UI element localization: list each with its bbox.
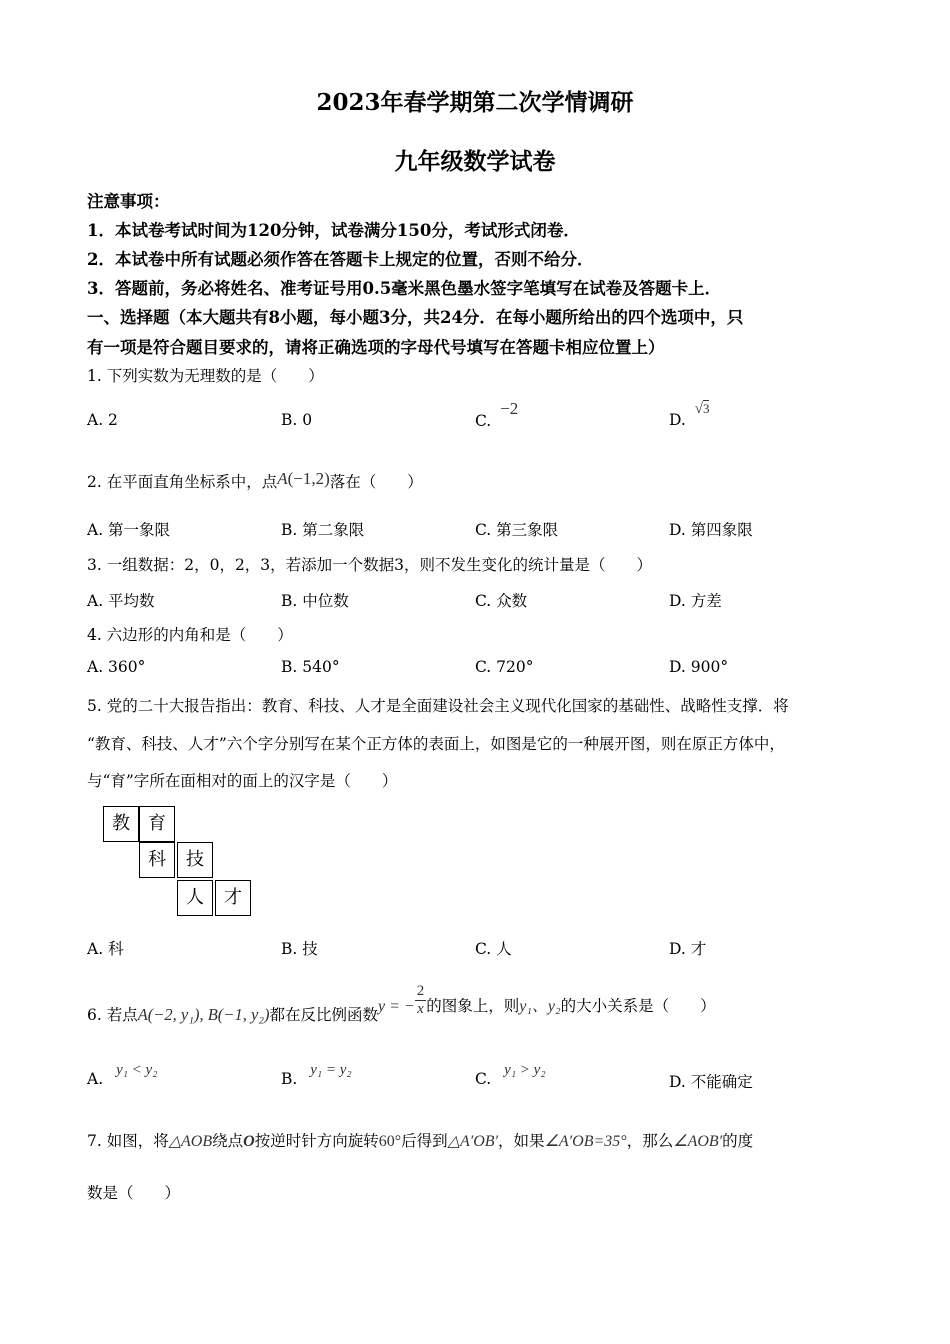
q4-option-d: D. 900° [669,658,729,676]
q7-stem-mid2: 按逆时针方向旋转 [254,1132,379,1150]
q4-option-a: A. 360° [87,658,146,676]
cube-net-cell-ke: 科 [139,842,175,878]
q6-stem [87,983,716,1024]
q4-option-b: B. 540° [281,658,340,676]
cube-net-cell-ji: 技 [177,842,213,878]
q3-option-d: D. 方差 [669,592,722,610]
q6-option-a [87,1062,158,1089]
q6-option-a-label: A. [87,1070,104,1088]
q7-point-o: O [243,1133,255,1150]
section-heading-line2: 有一项是符合题目要求的，请将正确选项的字母代号填写在答题卡相应位置上） [87,338,665,357]
q5-option-b: B. 技 [281,940,318,958]
q7-rotation-angle: 60° [378,1133,402,1150]
q4-stem: 4. 六边形的内角和是（ ） [87,626,293,644]
q7-triangle-original: △AOB [168,1133,213,1150]
q6-option-b [281,1062,352,1089]
q6-option-b-label: B. [281,1070,298,1088]
q6-stem-mid2: 的图象上，则 [426,996,520,1015]
q6-points: A(−2, y₁), B(−1, y₂) [137,1004,270,1024]
cube-net-cell-cai: 才 [215,880,251,916]
q7-stem-post: 的度 [722,1132,754,1150]
q6-fraction-numerator: 2 [416,983,425,999]
q2-option-b: B. 第二象限 [281,521,365,539]
sqrt-symbol: √ [694,401,703,417]
q7-stem-line1 [87,1129,753,1151]
q2-point-label: A [277,469,288,488]
cube-net-cell-yu: 育 [139,806,175,842]
q3-option-b: B. 中位数 [281,592,349,610]
q6-function-lhs: y = − [378,997,415,1015]
q6-fraction-denominator: x [417,1001,424,1017]
q2-option-c: C. 第三象限 [475,521,559,539]
exam-title: 2023年春学期第二次学情调研 [316,89,634,116]
q1-option-d-label: D. [669,411,686,429]
q2-option-a: A. 第一象限 [87,521,171,539]
q6-option-d: D. 不能确定 [669,1073,753,1091]
q6-option-c-math: y₁ > y₂ [504,1062,546,1078]
q2-stem-pre: 2. 在平面直角坐标系中，点 [87,473,278,491]
q1-option-c-math: −2 [500,399,519,418]
q6-option-c-label: C. [475,1070,492,1088]
q5-option-a: A. 科 [87,940,124,958]
q5-option-d: D. 才 [669,940,707,958]
notice-item-2: 2．本试卷中所有试题必须作答在答题卡上规定的位置，否则不给分． [87,250,594,269]
notice-item-1: 1．本试卷考试时间为120分钟，试卷满分150分，考试形式闭卷． [87,221,580,240]
q7-triangle-rotated: △A′OB′ [447,1133,499,1150]
q7-stem-mid1: 绕点 [212,1132,244,1150]
q6-stem-post: 的大小关系是（ ） [560,996,716,1015]
cube-net-cell-jiao: 教 [103,806,139,842]
q5-stem-line3: 与“育”字所在面相对的面上的汉字是（ ） [87,772,398,790]
q3-option-c: C. 众数 [475,592,528,610]
q5-stem-line2: “教育、科技、人才”六个字分别写在某个正方体的表面上，如图是它的一种展开图，则在原正方体中， [87,735,785,753]
q6-stem-pre: 6. 若点 [87,1005,138,1024]
q7-given-angle: ∠A′OB=35° [544,1133,627,1150]
q6-option-b-math: y₁ = y₂ [310,1062,352,1078]
q1-option-d-math: 3 [702,401,710,416]
q2-stem-post: 落在（ ） [329,473,423,491]
q7-asked-angle: ∠AOB′ [673,1133,723,1150]
q1-option-c [475,399,519,431]
q7-stem-mid3: 后得到 [401,1132,448,1150]
cube-net-cell-ren: 人 [177,880,213,916]
q7-stem-mid5: ，那么 [626,1132,674,1150]
notice-item-3: 3．答题前，务必将姓名、准考证号用0.5毫米黑色墨水签字笔填写在试卷及答题卡上． [87,279,722,298]
q4-option-c: C. 720° [475,658,534,676]
q1-stem: 1. 下列实数为无理数的是（ ） [87,367,324,385]
q2-option-d: D. 第四象限 [669,521,753,539]
q5-option-c: C. 人 [475,940,512,958]
q5-stem-line1: 5. 党的二十大报告指出：教育、科技、人才是全面建设社会主义现代化国家的基础性、战略性支撑．将 [87,697,789,715]
q2-point-coords: (−1,2) [287,469,330,488]
q7-stem-mid4: ，如果 [498,1132,545,1150]
q7-stem-pre: 7. 如图，将 [87,1132,169,1150]
q3-stem: 3. 一组数据：2，0，2，3，若添加一个数据3，则不发生变化的统计量是（ ） [87,556,653,574]
q6-stem-mid: 都在反比例函数 [269,1005,379,1024]
q3-option-a: A. 平均数 [87,592,155,610]
q1-option-d [669,401,710,430]
exam-subtitle: 九年级数学试卷 [394,148,556,175]
section-heading-line1: 一、选择题（本大题共有8小题，每小题3分，共24分．在每小题所给出的四个选项中，只 [87,308,744,327]
q2-stem [87,470,423,492]
q7-stem-line2: 数是（ ） [87,1184,181,1202]
q6-option-c [475,1062,546,1089]
q1-option-a: A. 2 [87,411,118,429]
notice-heading: 注意事项： [87,192,170,211]
q6-fraction [415,983,427,1018]
q1-option-c-label: C. [475,412,492,430]
q1-option-b: B. 0 [281,411,313,429]
q6-option-a-math: y₁ < y₂ [116,1062,158,1078]
q6-vars: y₁、y₂ [519,997,561,1015]
